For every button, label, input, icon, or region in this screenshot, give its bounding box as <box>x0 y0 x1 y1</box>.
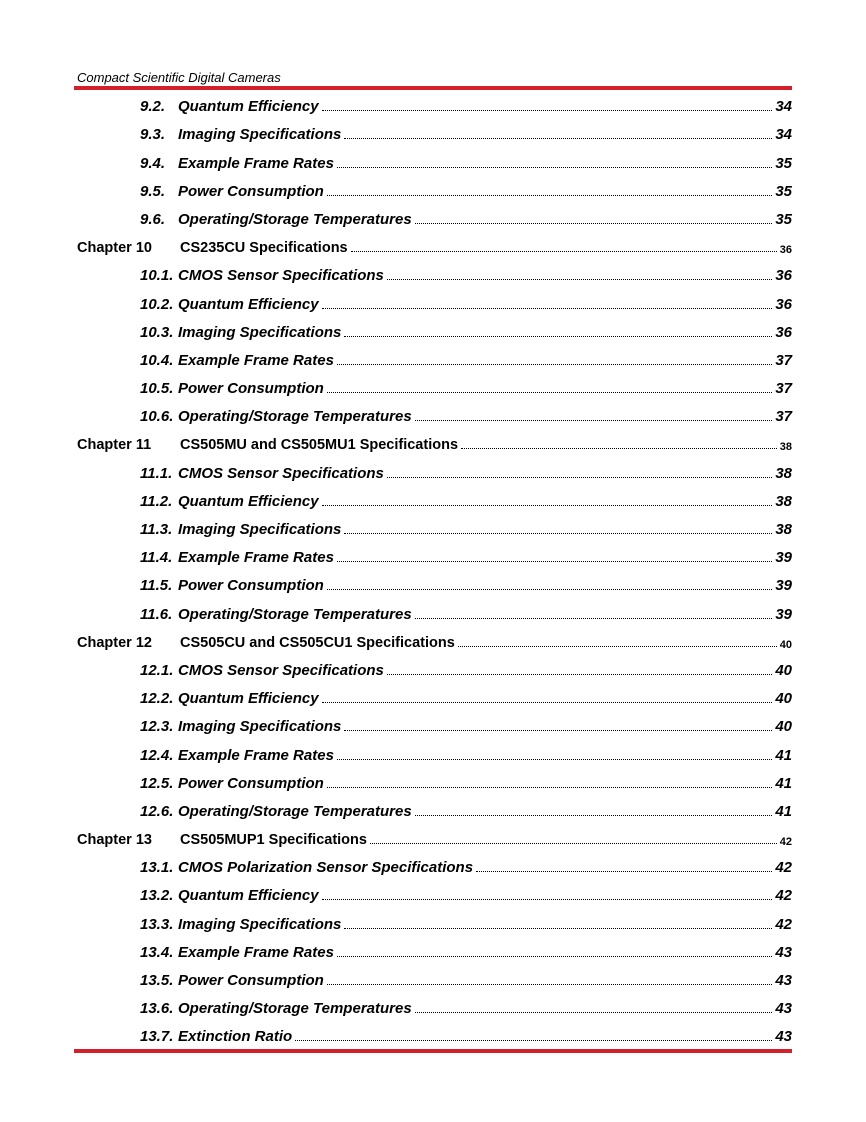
toc-dot-leader <box>387 477 772 478</box>
toc-entry-title: Operating/Storage Temperatures <box>178 802 412 820</box>
toc-section-entry[interactable] <box>74 542 792 570</box>
toc-page-number: 36 <box>779 244 792 257</box>
toc-chapter-entry[interactable] <box>74 824 792 852</box>
toc-entry-title: Imaging Specifications <box>178 126 342 144</box>
toc-dot-leader <box>322 308 773 309</box>
toc-section-entry[interactable] <box>74 401 792 429</box>
toc-entry-number: 9.2. <box>140 98 166 116</box>
toc-page-number: 34 <box>775 98 792 116</box>
toc-entry-number: 10.4. <box>140 351 174 369</box>
toc-entry-title: Operating/Storage Temperatures <box>178 210 412 228</box>
toc-entry-title: Example Frame Rates <box>178 746 334 764</box>
toc-page-number: 35 <box>775 154 792 172</box>
toc-entry-title: Example Frame Rates <box>178 351 334 369</box>
toc-entry-title: CS505CU and CS505CU1 Specifications <box>180 634 455 651</box>
toc-dot-leader <box>415 815 773 816</box>
toc-section-entry[interactable] <box>74 119 792 147</box>
toc-dot-leader <box>337 759 772 760</box>
toc-entry-number: 9.4. <box>140 154 166 172</box>
toc-page-number: 38 <box>775 521 792 538</box>
toc-dot-leader <box>415 223 773 224</box>
toc-page-number: 38 <box>779 441 792 454</box>
toc-entry-title: CMOS Sensor Specifications <box>178 661 384 679</box>
toc-dot-leader <box>327 392 772 393</box>
toc-section-entry[interactable] <box>74 768 792 796</box>
toc-section-entry[interactable] <box>74 457 792 485</box>
toc-page-number: 42 <box>775 859 792 877</box>
toc-chapter-entry[interactable] <box>74 429 792 457</box>
toc-dot-leader <box>458 646 777 647</box>
toc-entry-title: CS505MU and CS505MU1 Specifications <box>180 437 459 454</box>
toc-dot-leader <box>344 336 772 337</box>
toc-entry-title: Quantum Efficiency <box>178 98 319 116</box>
toc-page-number: 37 <box>775 408 792 426</box>
toc-page-number: 42 <box>775 887 792 905</box>
toc-section-entry[interactable] <box>74 260 792 288</box>
toc-page-number: 40 <box>775 718 792 736</box>
toc-entry-title: Example Frame Rates <box>178 154 334 172</box>
toc-entry-number: 12.5. <box>140 774 174 792</box>
toc-page-number: 43 <box>775 1028 792 1046</box>
toc-section-entry[interactable] <box>74 880 792 908</box>
toc-section-entry[interactable] <box>74 317 792 345</box>
toc-entry-title: Power Consumption <box>178 577 324 595</box>
toc-entry-number: 11.2. <box>140 492 173 510</box>
toc-page-number: 41 <box>775 802 792 820</box>
toc-entry-number: Chapter 10 <box>77 240 152 257</box>
toc-page-number: 36 <box>775 295 792 313</box>
table-of-contents <box>74 91 792 1049</box>
toc-dot-leader <box>344 533 772 534</box>
toc-entry-title: CS505MUP1 Specifications <box>180 832 367 849</box>
toc-dot-leader <box>322 702 773 703</box>
toc-section-entry[interactable] <box>74 514 792 542</box>
toc-chapter-entry[interactable] <box>74 627 792 655</box>
toc-entry-title: Imaging Specifications <box>178 323 342 341</box>
toc-dot-leader <box>337 167 772 168</box>
toc-dot-leader <box>322 505 773 506</box>
toc-page-number: 42 <box>775 915 792 933</box>
toc-entry-number: 11.5. <box>140 577 173 595</box>
toc-entry-title: Power Consumption <box>178 972 324 989</box>
toc-entry-number: 12.1. <box>140 661 174 679</box>
toc-dot-leader <box>476 871 772 872</box>
toc-entry-number: 11.4. <box>140 549 173 567</box>
toc-entry-number: 12.4. <box>140 746 174 764</box>
toc-section-entry[interactable] <box>74 937 792 965</box>
page-header-title: Compact Scientific Digital Cameras <box>77 70 281 85</box>
toc-page-number: 37 <box>775 351 792 369</box>
toc-entry-number: 9.5. <box>140 182 166 200</box>
toc-dot-leader <box>461 448 777 449</box>
toc-dot-leader <box>337 364 772 365</box>
toc-entry-number: 10.5. <box>140 380 174 398</box>
toc-dot-leader <box>322 110 773 111</box>
toc-section-entry[interactable] <box>74 739 792 767</box>
toc-entry-number: 10.2. <box>140 295 174 313</box>
toc-dot-leader <box>344 928 772 929</box>
toc-entry-number: 13.3. <box>140 915 174 933</box>
toc-section-entry[interactable] <box>74 852 792 880</box>
toc-section-entry[interactable] <box>74 965 792 993</box>
toc-dot-leader <box>337 956 772 957</box>
toc-section-entry[interactable] <box>74 147 792 175</box>
header-rule <box>74 86 792 90</box>
toc-dot-leader <box>295 1040 772 1041</box>
toc-section-entry[interactable] <box>74 683 792 711</box>
toc-section-entry[interactable] <box>74 796 792 824</box>
toc-section-entry[interactable] <box>74 598 792 626</box>
toc-section-entry[interactable] <box>74 288 792 316</box>
footer-rule <box>74 1049 792 1053</box>
toc-section-entry[interactable] <box>74 486 792 514</box>
toc-page-number: 39 <box>775 549 792 567</box>
toc-entry-number: 11.3. <box>140 521 173 538</box>
toc-entry-number: 13.5. <box>140 972 174 989</box>
toc-section-entry[interactable] <box>74 204 792 232</box>
toc-entry-title: Power Consumption <box>178 182 324 200</box>
toc-section-entry[interactable] <box>74 570 792 598</box>
toc-entry-number: 10.3. <box>140 323 174 341</box>
toc-page-number: 40 <box>779 638 792 651</box>
toc-dot-leader <box>351 251 777 252</box>
toc-entry-title: Operating/Storage Temperatures <box>178 1000 412 1018</box>
toc-page-number: 42 <box>779 836 792 849</box>
toc-dot-leader <box>327 984 772 985</box>
toc-page-number: 38 <box>775 492 792 510</box>
toc-entry-title: Imaging Specifications <box>178 915 342 933</box>
toc-entry-title: CMOS Polarization Sensor Specifications <box>178 859 474 877</box>
toc-entry-number: 13.6. <box>140 1000 174 1018</box>
toc-entry-number: 13.2. <box>140 887 174 905</box>
toc-dot-leader <box>327 787 772 788</box>
toc-chapter-entry[interactable] <box>74 232 792 260</box>
toc-page-number: 39 <box>775 577 792 595</box>
toc-entry-title: Quantum Efficiency <box>178 887 319 905</box>
toc-page-number: 43 <box>775 972 792 989</box>
toc-section-entry[interactable] <box>74 1021 792 1049</box>
toc-entry-title: Quantum Efficiency <box>178 295 319 313</box>
toc-entry-number: 11.1. <box>140 464 173 482</box>
toc-section-entry[interactable] <box>74 655 792 683</box>
toc-entry-number: 12.2. <box>140 690 174 708</box>
toc-page-number: 35 <box>775 210 792 228</box>
toc-entry-number: 9.6. <box>140 210 166 228</box>
toc-dot-leader <box>327 195 772 196</box>
toc-page-number: 43 <box>775 943 792 961</box>
toc-page-number: 43 <box>775 1000 792 1018</box>
toc-section-entry[interactable] <box>74 908 792 936</box>
toc-entry-number: Chapter 13 <box>77 832 152 849</box>
toc-entry-number: 9.3. <box>140 126 166 144</box>
toc-entry-number: 13.1. <box>140 859 174 877</box>
toc-entry-title: Power Consumption <box>178 380 324 398</box>
toc-entry-number: Chapter 12 <box>77 634 152 651</box>
toc-page-number: 41 <box>775 774 792 792</box>
toc-entry-number: Chapter 11 <box>77 437 152 454</box>
toc-entry-title: Quantum Efficiency <box>178 492 319 510</box>
toc-entry-number: 11.6. <box>140 605 173 623</box>
toc-entry-title: CMOS Sensor Specifications <box>178 267 384 285</box>
toc-section-entry[interactable] <box>74 345 792 373</box>
toc-entry-title: CS235CU Specifications <box>180 240 348 257</box>
toc-entry-number: 12.6. <box>140 802 174 820</box>
toc-entry-title: Extinction Ratio <box>178 1028 293 1046</box>
toc-dot-leader <box>344 138 772 139</box>
toc-dot-leader <box>327 589 772 590</box>
toc-dot-leader <box>415 1012 773 1013</box>
toc-dot-leader <box>387 279 772 280</box>
toc-entry-number: 13.4. <box>140 943 174 961</box>
toc-dot-leader <box>344 730 772 731</box>
toc-dot-leader <box>337 561 772 562</box>
toc-entry-number: 10.1. <box>140 267 174 285</box>
toc-page-number: 39 <box>775 605 792 623</box>
toc-entry-title: CMOS Sensor Specifications <box>178 464 384 482</box>
toc-page-number: 40 <box>775 690 792 708</box>
toc-dot-leader <box>415 420 773 421</box>
toc-section-entry[interactable] <box>74 711 792 739</box>
toc-dot-leader <box>322 899 773 900</box>
toc-entry-title: Example Frame Rates <box>178 943 334 961</box>
toc-page-number: 34 <box>775 126 792 144</box>
toc-entry-number: 10.6. <box>140 408 174 426</box>
toc-entry-title: Operating/Storage Temperatures <box>178 605 412 623</box>
toc-entry-title: Imaging Specifications <box>178 521 342 538</box>
toc-page-number: 35 <box>775 182 792 200</box>
toc-entry-number: 13.7. <box>140 1028 174 1046</box>
toc-section-entry[interactable] <box>74 91 792 119</box>
toc-page-number: 36 <box>775 323 792 341</box>
toc-entry-title: Imaging Specifications <box>178 718 342 736</box>
toc-entry-number: 12.3. <box>140 718 174 736</box>
toc-entry-title: Quantum Efficiency <box>178 690 319 708</box>
toc-page-number: 41 <box>775 746 792 764</box>
toc-entry-title: Operating/Storage Temperatures <box>178 408 412 426</box>
toc-page-number: 36 <box>775 267 792 285</box>
toc-dot-leader <box>387 674 772 675</box>
toc-entry-title: Example Frame Rates <box>178 549 334 567</box>
toc-entry-title: Power Consumption <box>178 774 324 792</box>
toc-section-entry[interactable] <box>74 176 792 204</box>
toc-section-entry[interactable] <box>74 373 792 401</box>
toc-page-number: 40 <box>775 661 792 679</box>
toc-dot-leader <box>415 618 773 619</box>
toc-page-number: 38 <box>775 464 792 482</box>
toc-dot-leader <box>370 843 777 844</box>
toc-page-number: 37 <box>775 380 792 398</box>
toc-section-entry[interactable] <box>74 993 792 1021</box>
